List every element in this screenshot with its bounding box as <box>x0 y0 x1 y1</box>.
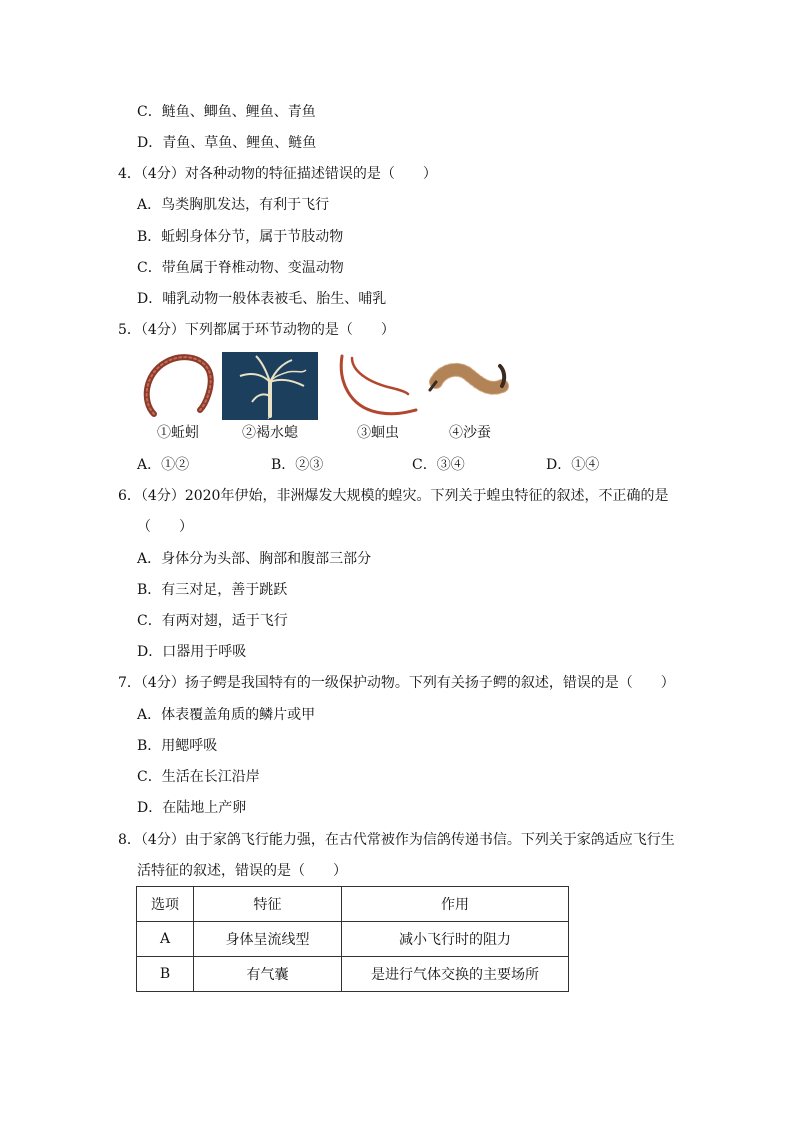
table-cell: 减小飞行时的阻力 <box>342 922 569 957</box>
table-cell: B <box>137 957 194 992</box>
roundworm-icon <box>336 352 420 420</box>
q4-option-d: D．哺乳动物一般体表被毛、胎生、哺乳 <box>137 291 387 307</box>
animal-caption-hydra: ②褐水螅 <box>242 425 298 441</box>
q7-option-d: D．在陆地上产卵 <box>137 800 247 816</box>
animal-sandworm <box>428 352 512 442</box>
table-header-function: 作用 <box>342 887 569 922</box>
table-row <box>137 957 569 992</box>
q8-stem-line1: 8．（4分）由于家鸽飞行能力强，在古代常被作为信鸽传递书信。下列关于家鸽适应飞行生 <box>118 832 675 848</box>
q4-option-b: B．蚯蚓身体分节，属于节肢动物 <box>137 229 344 245</box>
q8-table <box>136 886 569 992</box>
table-header-row <box>137 887 569 922</box>
q5-option-d: D．①④ <box>546 457 600 473</box>
animal-caption-roundworm: ③蛔虫 <box>357 425 399 441</box>
animal-roundworm <box>336 352 420 442</box>
animal-caption-earthworm: ①蚯蚓 <box>157 425 199 441</box>
earthworm-icon <box>140 352 216 420</box>
q4-stem: 4．（4分）对各种动物的特征描述错误的是（ ） <box>118 166 437 182</box>
q5-option-a: A．①② <box>137 457 190 473</box>
q5-animal-figures <box>140 352 520 444</box>
animal-earthworm <box>140 352 216 442</box>
q7-option-b: B．用鳃呼吸 <box>137 738 218 754</box>
q4-option-a: A．鸟类胸肌发达，有利于飞行 <box>137 197 330 213</box>
table-header-feature: 特征 <box>194 887 342 922</box>
q5-option-b: B．②③ <box>271 457 324 473</box>
q6-option-c: C．有两对翅，适于飞行 <box>137 613 288 629</box>
table-cell: 是进行气体交换的主要场所 <box>342 957 569 992</box>
q7-option-a: A．体表覆盖角质的鳞片或甲 <box>137 707 316 723</box>
table-header-option: 选项 <box>137 887 194 922</box>
q6-stem-line1: 6．（4分）2020年伊始，非洲爆发大规模的蝗灾。下列关于蝗虫特征的叙述，不正确的是 <box>118 488 669 504</box>
q5-option-c: C．③④ <box>412 457 465 473</box>
table-cell: 有气囊 <box>194 957 342 992</box>
q3-option-c: C．鲢鱼、鲫鱼、鲤鱼、青鱼 <box>137 104 316 120</box>
q5-stem: 5．（4分）下列都属于环节动物的是（ ） <box>118 322 395 338</box>
q4-option-c: C．带鱼属于脊椎动物、变温动物 <box>137 260 344 276</box>
sandworm-icon <box>428 352 512 420</box>
q6-stem-line2: （ ） <box>137 519 193 535</box>
table-cell: 身体呈流线型 <box>194 922 342 957</box>
q7-stem: 7．（4分）扬子鳄是我国特有的一级保护动物。下列有关扬子鳄的叙述，错误的是（ ） <box>118 675 675 691</box>
table-cell: A <box>137 922 194 957</box>
q7-option-c: C．生活在长江沿岸 <box>137 769 260 785</box>
table-row <box>137 922 569 957</box>
q6-option-d: D．口器用于呼吸 <box>137 644 247 660</box>
q8-stem-line2: 活特征的叙述，错误的是（ ） <box>137 863 347 879</box>
q3-option-d: D．青鱼、草鱼、鲤鱼、鲢鱼 <box>137 135 317 151</box>
animal-caption-sandworm: ④沙蚕 <box>449 425 491 441</box>
animal-hydra <box>222 352 318 442</box>
q6-option-b: B．有三对足，善于跳跃 <box>137 582 288 598</box>
q6-option-a: A．身体分为头部、胸部和腹部三部分 <box>137 551 372 567</box>
hydra-icon <box>222 352 318 420</box>
